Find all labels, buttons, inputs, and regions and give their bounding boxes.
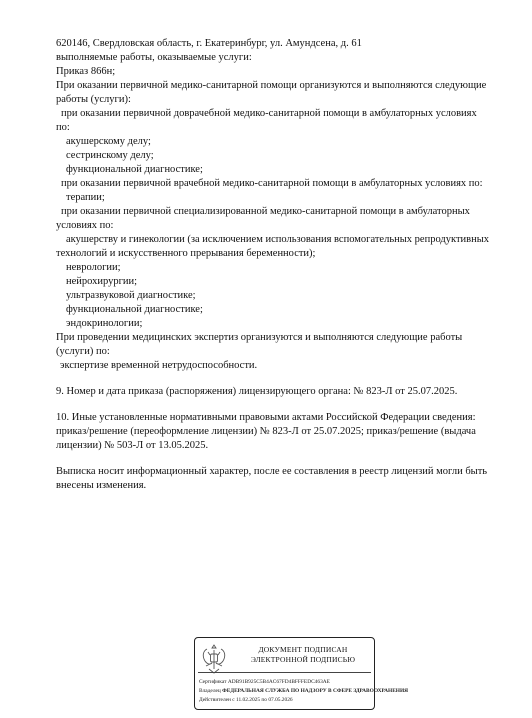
- list-item: функциональной диагностике;: [66, 164, 203, 175]
- disclaimer-line: Выписка носит информационный характер, после ее составления в реестр лицензий могли быть: [56, 466, 488, 477]
- list-item: ультразвуковой диагностике;: [66, 290, 196, 301]
- text-line: по:: [56, 122, 70, 133]
- list-item: акушерскому делу;: [66, 136, 151, 147]
- address-line: 620146, Свердловская область, г. Екатеринбург, ул. Амундсена, д. 61: [56, 38, 362, 49]
- list-item: экспертизе временной нетрудоспособности.: [60, 360, 258, 371]
- coat-of-arms-icon: [199, 642, 229, 676]
- list-item: неврологии;: [66, 262, 121, 273]
- text-line: При проведении медицинских экспертиз организуются и выполняются следующие работы: [56, 332, 463, 343]
- list-item: акушерству и гинекологии (за исключением использования вспомогательных репродуктивных: [66, 234, 490, 245]
- list-item: сестринскому делу;: [66, 150, 154, 161]
- services-heading: выполняемые работы, оказываемые услуги:: [56, 52, 252, 63]
- list-item: терапии;: [66, 192, 105, 203]
- text-line: При оказании первичной медико-санитарной помощи организуются и выполняются следующие: [56, 80, 487, 91]
- text-line: (услуги) по:: [56, 346, 110, 357]
- certificate-label: Сертификат: [199, 679, 227, 685]
- electronic-signature-stamp: [194, 637, 409, 710]
- stamp-owner: [199, 688, 409, 695]
- text-line: при оказании первичной доврачебной медико-санитарной помощи в амбулаторных условиях: [61, 108, 477, 119]
- list-item: функциональной диагностике;: [66, 304, 203, 315]
- owner-value: ФЕДЕРАЛЬНАЯ СЛУЖБА ПО НАДЗОРУ В СФЕРЕ ЗДРАВООХРАНЕНИЯ: [222, 688, 409, 694]
- text-line: работы (услуги):: [56, 94, 131, 105]
- list-item: эндокринологии;: [66, 318, 143, 329]
- certificate-value: ADB91B925C5B4AC67FD4BFFFEDC463AE: [227, 679, 330, 685]
- stamp-divider: [198, 672, 371, 673]
- text-line: приказ/решение (переоформление лицензии) № 823-Л от 25.07.2025; приказ/решение (выдача: [56, 426, 476, 437]
- stamp-title-line-2: ЭЛЕКТРОННОЙ ПОДПИСЬЮ: [250, 654, 356, 664]
- disclaimer-line: внесены изменения.: [56, 480, 147, 491]
- text-line: лицензии) № 503-Л от 13.05.2025.: [56, 440, 209, 451]
- text-line: условиях по:: [56, 220, 114, 231]
- owner-label: Владелец: [199, 688, 221, 694]
- stamp-certificate: [199, 679, 371, 686]
- stamp-validity: Действителен с 11.02.2025 по 07.05.2026: [199, 697, 293, 703]
- section-9-line: 9. Номер и дата приказа (распоряжения) лицензирующего органа: № 823-Л от 25.07.2025.: [56, 386, 458, 397]
- text-line: при оказании первичной врачебной медико-санитарной помощи в амбулаторных условиях по:: [61, 178, 483, 189]
- text-line: технологий и искусственного прерывания беременности);: [56, 248, 316, 259]
- order-line: Приказ 866н;: [56, 66, 116, 77]
- text-line: при оказании первичной специализированной медико-санитарной помощи в амбулаторных: [61, 206, 470, 217]
- stamp-title-line-1: ДОКУМЕНТ ПОДПИСАН: [258, 645, 348, 654]
- section-10-line: 10. Иные установленные нормативными правовыми актами Российской Федерации сведения:: [56, 412, 476, 423]
- stamp-title: [239, 645, 367, 664]
- list-item: нейрохирургии;: [66, 276, 138, 287]
